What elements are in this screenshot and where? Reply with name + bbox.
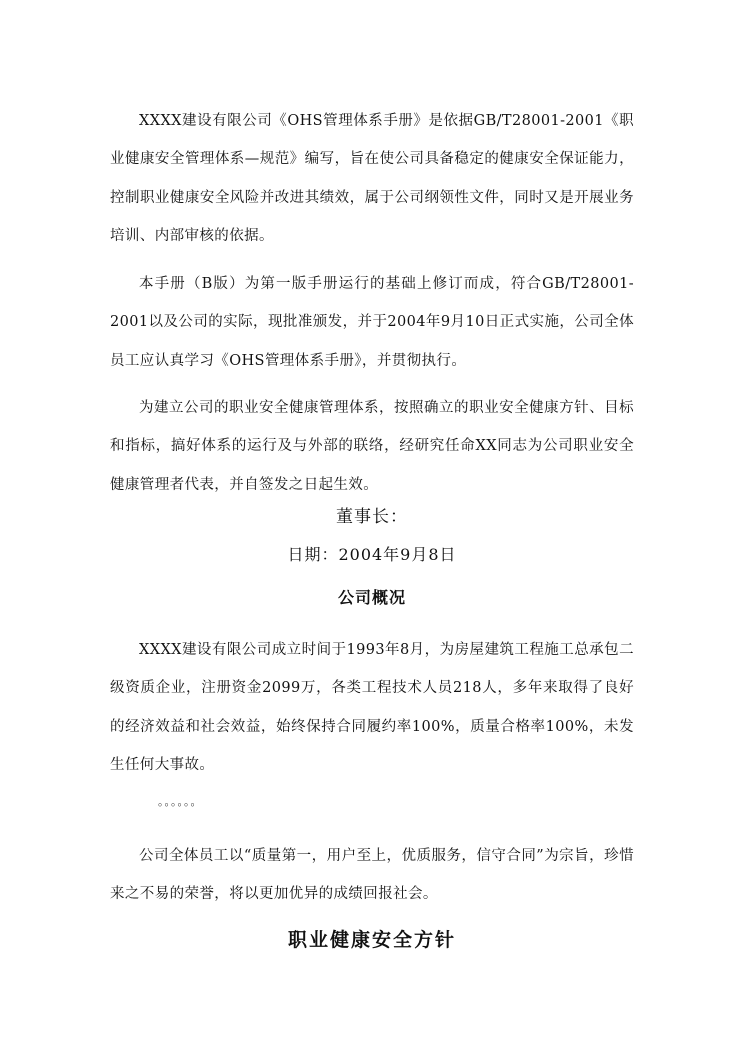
- ohs-policy-heading: 职业健康安全方针: [287, 929, 456, 951]
- issue-date: 日期：2004年9月8日: [287, 545, 457, 564]
- ellipsis-marker: 。。。。。。: [158, 795, 203, 808]
- chairman-signature-label: 董事长：: [336, 507, 408, 527]
- closing-paragraph: 公司全体员工以“质量第一，用户至上，优质服务，信守合同”为宗旨，珍惜来之不易的荣誉，将以更加优异的成绩回报社会。: [110, 847, 634, 902]
- company-overview-heading: 公司概况: [337, 588, 406, 607]
- company-overview-paragraph: XXXX建设有限公司成立时间于1993年8月，为房屋建筑工程施工总承包二级资质企业，注册资金2099万，各类工程技术人员218人，多年来取得了良好的经济效益和社会效益，始终保持合同履约率100%，质量合格率100%，未发生任何大事故。: [110, 641, 634, 773]
- intro-paragraph-1: XXXX建设有限公司《OHS管理体系手册》是依据GB/T28001-2001《职业健康安全管理体系—规范》编写，旨在使公司具备稳定的健康安全保证能力，控制职业健康安全风险并改进其绩效，属于公司纲领性文件，同时又是开展业务培训、内部审核的依据。: [110, 112, 634, 244]
- intro-paragraph-2: 本手册（B版）为第一版手册运行的基础上修订而成，符合GB/T28001-2001以及公司的实际，现批准颁发，并于2004年9月10日正式实施，公司全体员工应认真学习《OHS管理体系手册》，并贯彻执行。: [110, 275, 634, 369]
- intro-paragraph-3: 为建立公司的职业安全健康管理体系，按照确立的职业安全健康方针、目标和指标，搞好体系的运行及与外部的联络，经研究任命XX同志为公司职业安全健康管理者代表，并自签发之日起生效。: [110, 399, 634, 493]
